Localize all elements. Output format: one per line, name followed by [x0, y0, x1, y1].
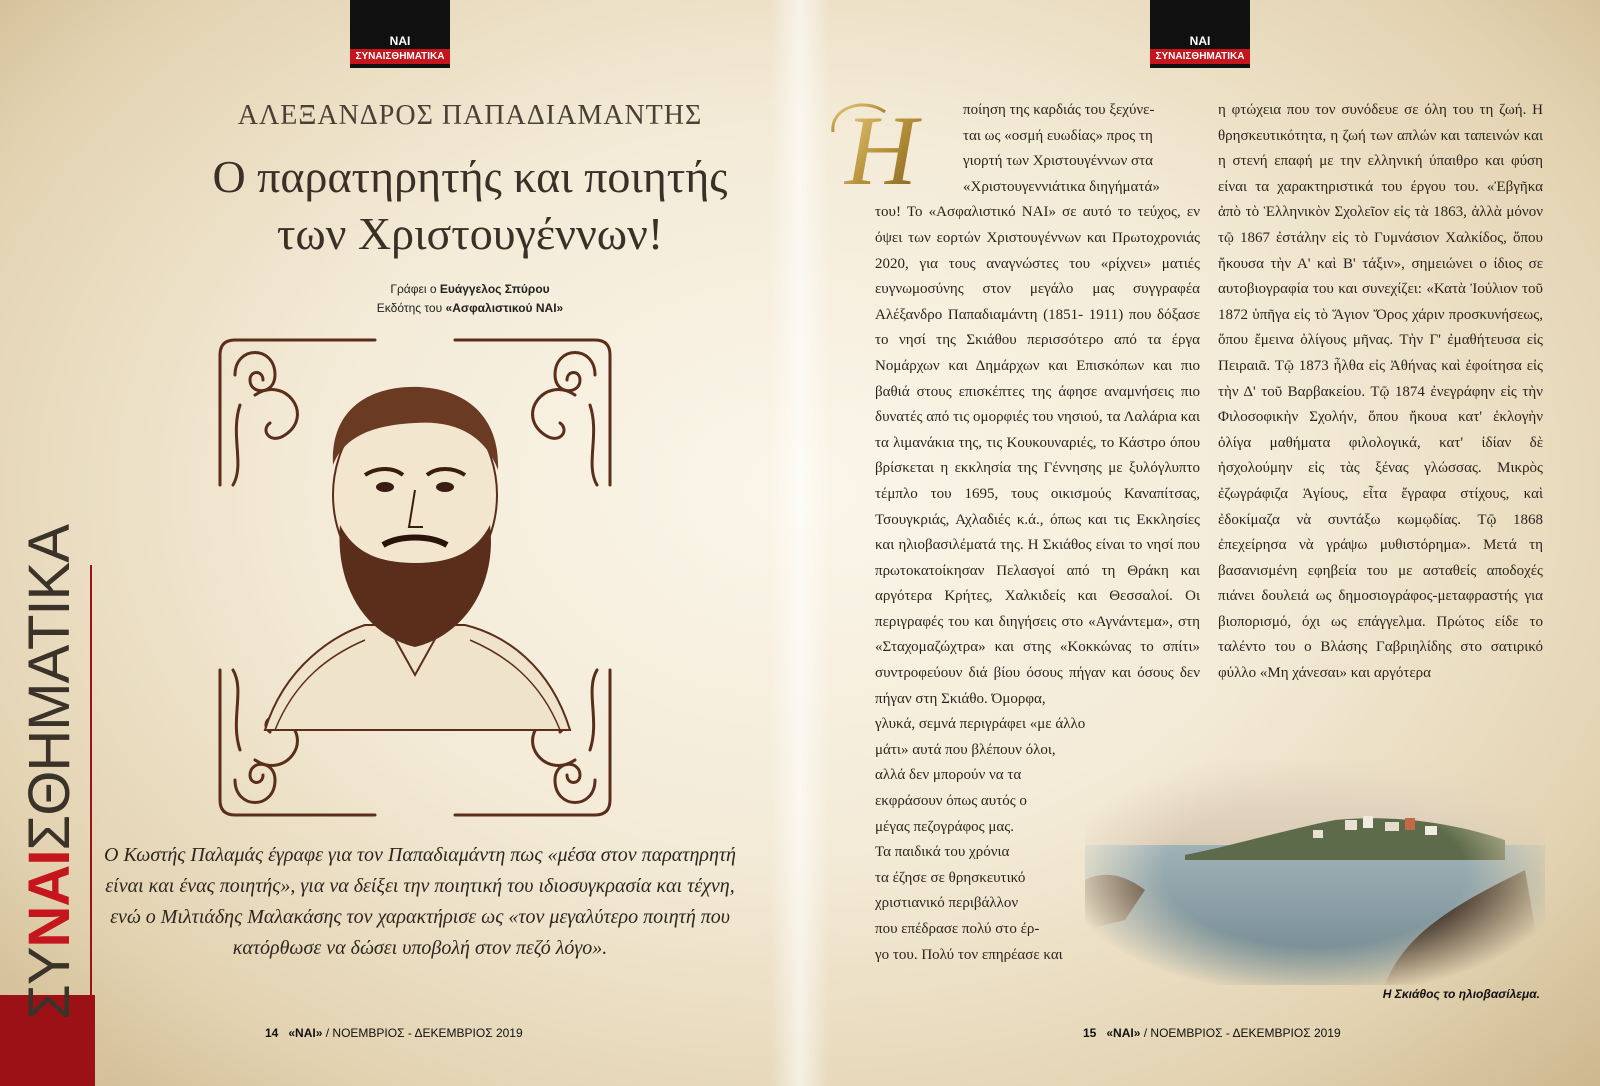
section-tag-line1: ΝΑΙ — [389, 34, 411, 48]
section-tag-left — [350, 0, 450, 68]
byline-prefix: Γράφει ο — [390, 282, 437, 296]
folio-page-number: 15 — [1083, 1026, 1097, 1040]
folio-right — [1083, 1026, 1341, 1040]
text-line: μέγας πεζογράφος μας. — [875, 818, 1014, 835]
headline-line2: των Χριστουγέννων! — [276, 208, 664, 259]
text-line: γο του. Πολύ τον επηρέασε και — [875, 946, 1063, 963]
portrait-illustration — [215, 335, 615, 820]
text-line: γιορτή των Χριστουγέννων στα — [963, 153, 1153, 170]
text-line: χριστιανικό περιβάλλον — [875, 895, 1019, 912]
sidebar-accent: ΝΑΙ — [17, 850, 82, 948]
section-tag-right — [1150, 0, 1250, 68]
sidebar-prefix: ΣΥ — [17, 947, 82, 1020]
svg-text:Η: Η — [845, 95, 918, 202]
text-line: «Χριστουγεννιάτικα διηγήματά» — [963, 178, 1160, 195]
pull-quote: Ο Κωστής Παλαμάς έγραφε για τον Παπαδιαμάντη πως «μέσα στον παρατηρητή είναι και ένας ποιητής», για να δείξει την ποιητική του ιδιοσυγκρασία και τέχνη, ενώ ο Μιλτιάδης Μαλακάσης τον χαρακτήρισε ως «τον μεγαλύτερο ποιητή που κατόρθωσε να δώσει υποβολή στον πεζό λόγο». — [104, 844, 736, 959]
byline-publication: «Ασφαλιστικού ΝΑΙ» — [445, 301, 564, 315]
byline — [230, 280, 710, 318]
headline-line1: Ο παρατηρητής και ποιητής — [212, 151, 728, 202]
folio-issue: / ΝΟΕΜΒΡΙΟΣ - ΔΕΚΕΜΒΡΙΟΣ 2019 — [325, 1026, 523, 1040]
text-line: Τα παιδικά του χρόνια — [875, 844, 1010, 861]
text-line: ται ως «οσμή ευωδίας» προς τη — [963, 127, 1153, 144]
article-kicker: ΑΛΕΞΑΝΔΡΟΣ ΠΑΠΑΔΙΑΜΑΝΤΗΣ — [237, 100, 703, 131]
folio-issue: / ΝΟΕΜΒΡΙΟΣ - ΔΕΚΕΜΒΡΙΟΣ 2019 — [1143, 1026, 1341, 1040]
folio-magazine: «ΝΑΙ» — [288, 1026, 323, 1040]
byline-author: Ευάγγελος Σπύρου — [439, 282, 550, 296]
body-paragraph: η φτώχεια που τον συνόδευε σε όλη του τη ζωή. Η θρησκευτικότητα, η ζωή των απλών και ταπεινών και η στενή επαφή με την ελληνική ύπαιθρο και φύση είναι τα χαρακτηριστικά του έργου του. «Ἐβγῆκα ἀπὸ τὸ Ἑλληνικὸν Σχολεῖον εἰς τὰ 1863, ἀλλὰ μόνον τῷ 1867 ἐστάλην εἰς τὸ Γυμνάσιον Χαλκίδος, ὅπου ἤκουσα τὴν Α' καὶ Β' τάξιν», σημειώνει ο ίδιος σε αυτοβιογραφία του και συνεχίζει: «Κατὰ Ἰούλιον τοῦ 1872 ὑπῆγα εἰς τὸ Ἅγιον Ὄρος χάριν προσκυνήσεως, ὅπου ἔμεινα ὀλίγους μῆνας. Τὴν Γ' ἐμαθήτευσα εἰς Πειραιᾶ. Τῷ 1873 ἦλθα εἰς Ἀθήνας καὶ ἐφοίτησα εἰς τὴν Δ' τοῦ Βαρβακείου. Τῷ 1874 ἐνεγράφην εἰς τὴν Φιλοσοφικὴν Σχολήν, ὅπου ἤκουα κατ' ἐκλογὴν ὀλίγα μαθήματα φιλολογικά, κατ' ἰδίαν δὲ ἠσχολούμην εἰς τὰς ξένας γλώσσας. Μικρὸς ἐζωγράφιζα Ἁγίους, εἶτα ἔγραφα στίχους, καὶ ἐδοκίμαζα νὰ συντάξω κωμῳδίας. Τῷ 1868 ἐπεχείρησα νὰ γράψω μυθιστόρημα». Μετά τη βασανισμένη εφηβεία του με ασταθείς αποδοχές πιάνει δουλειά ως δημοσιογράφος-μεταφραστής για βιοπορισμό, όχι ως επάγγελμα. Πρώτος είδε το ταλέντο του ο Βλάσης Γαβριηλίδης στο σατιρικό φύλλο «Μη χάνεσαι» και αργότερα — [1218, 102, 1543, 682]
section-tag-line2: ΣΥΝΑΙΣΘΗΜΑΤΙΚΑ — [350, 49, 450, 64]
text-line: αλλά δεν μπορούν να τα — [875, 767, 1022, 784]
skiathos-sunset-photo — [1085, 760, 1545, 985]
photo-caption: Η Σκιάθος το ηλιοβασίλεμα. — [1382, 987, 1540, 1001]
text-column-2 — [1218, 98, 1543, 687]
byline-role: Εκδότης του — [376, 301, 443, 315]
text-line: γλυκά, σεμνά περιγράφει «με άλλο — [875, 716, 1086, 733]
article-headline — [120, 148, 820, 262]
text-line: ποίηση της καρδιάς του ξεχύνε- — [963, 102, 1155, 118]
sidebar-vertical-title — [10, 525, 90, 1020]
man-portrait-icon — [265, 387, 570, 730]
text-line: τα έζησε σε θρησκευτικό — [875, 869, 1026, 886]
section-sidebar — [0, 525, 95, 1086]
folio-left — [265, 1026, 523, 1040]
text-line: εκφράσουν όπως αυτός ο — [875, 793, 1027, 810]
folio-page-number: 14 — [265, 1026, 279, 1040]
dropcap-wrap-lines — [963, 98, 1200, 200]
section-tag-line1: ΝΑΙ — [1189, 34, 1211, 48]
text-line: μάτι» αυτά που βλέπουν όλοι, — [875, 741, 1056, 758]
sidebar-suffix: ΣΘΗΜΑΤΙΚΑ — [17, 525, 82, 851]
section-tag-line2: ΣΥΝΑΙΣΘΗΜΑΤΙΚΑ — [1150, 49, 1250, 64]
body-paragraph: του! Το «Ασφαλιστικό ΝΑΙ» σε αυτό το τεύχος, εν όψει των εορτών Χριστουγέννων και Πρωτοχρονιάς 2020, για τους αναγνώστες του «ρίχνει» ματιές ευγνωμοσύνης στον μεγάλο μας συγγραφέα Αλέξανδρο Παπαδιαμάντη (1851- 1911) που δόξασε το νησί της Σκιάθου περισσότερο από τα έργα Νομάρχων και Δημάρχων και Επισκόπων και πιο βαθιά στους επισκέπτες της άφησε αναμνήσεις πιο δυνατές από τις ομορφιές του νησιού, τα Λαλάρια και τα λιμανάκια της, τις Κουκουναριές, το Κάστρο όπου βρίσκεται η εκκλησία της Γέννησης με ξυλόγλυπτο τέμπλο του 1695, τους οικισμούς Καναπίτσας, Τσουγκριάς, Αχλαδιές κ.ά., όπως και τις Εκκλησίες και ηλιοβασιλέματά της. Η Σκιάθος είναι το νησί που πρωτοκατοίκησαν Πελασγοί από τη Θράκη και αργότερα Κρήτες, Χαλκιδείς και Θεσσαλοί. Οι περιγραφές του και διηγήσεις στο «Αγνάντεμα», στη «Σταχομαζώχτρα» και στης «Κοκκώνας το σπίτι» συντροφεύουν διά βίου όσους πήγαν και όσους δεν πήγαν στη Σκιάθο. Όμορφα, — [875, 204, 1200, 707]
text-line: που επέδρασε πολύ στο έρ- — [875, 921, 1040, 937]
folio-magazine: «ΝΑΙ» — [1106, 1026, 1141, 1040]
